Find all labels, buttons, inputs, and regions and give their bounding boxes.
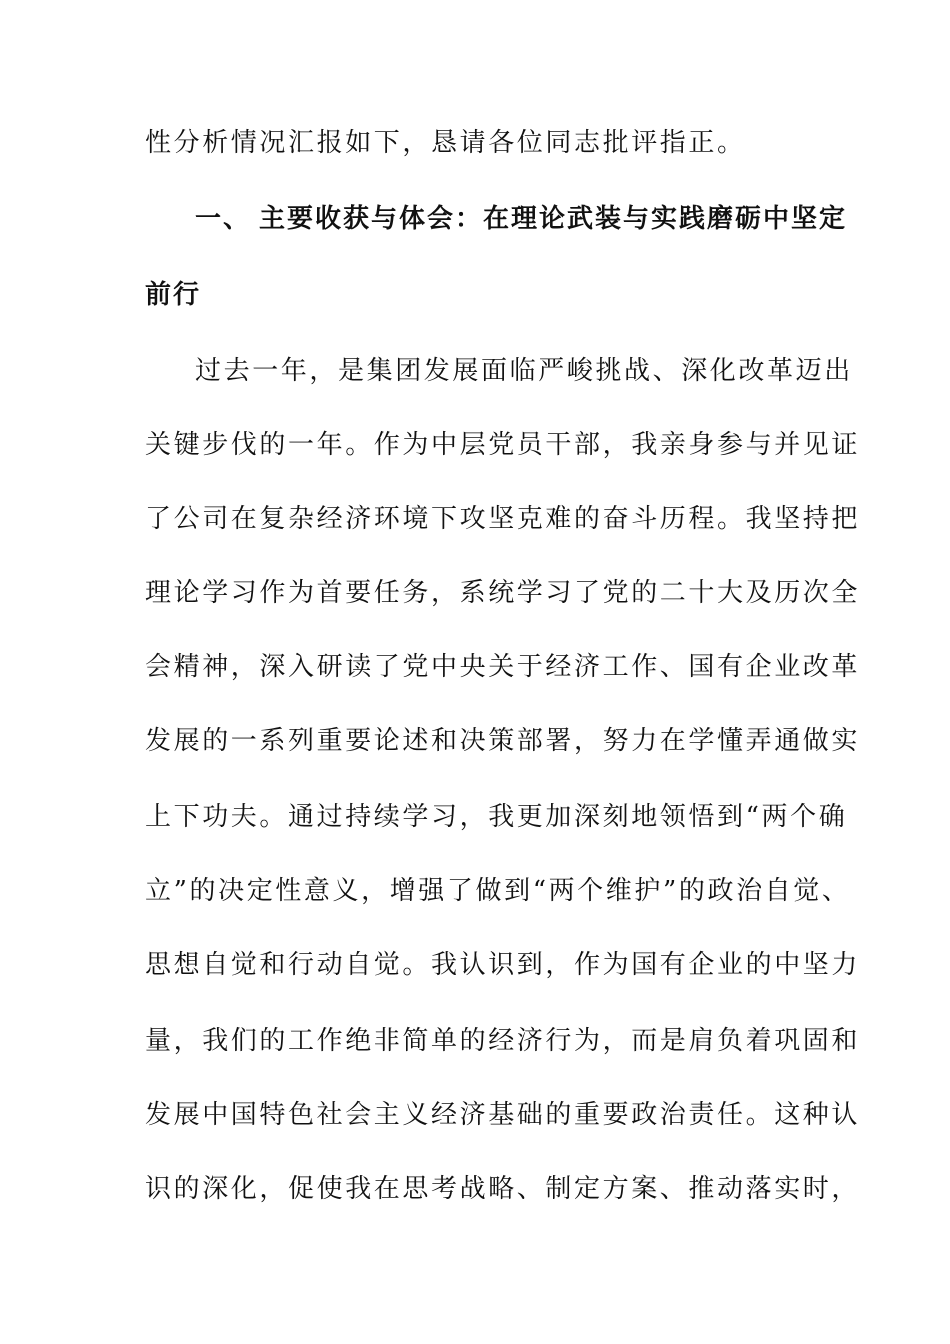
intro-tail-line: 性分析情况汇报如下，恳请各位同志批评指正。 xyxy=(145,128,746,158)
paragraph-line: 理论学习作为首要任务，系统学习了党的二十大及历次全 xyxy=(145,578,861,608)
paragraph-line: 思想自觉和行动自觉。我认识到，作为国有企业的中坚力 xyxy=(145,950,861,980)
paragraph-line: 量，我们的工作绝非简单的经济行为，而是肩负着巩固和 xyxy=(145,1026,861,1056)
section-heading-text: 主要收获与体会：在理论武装与实践磨砺中坚定 xyxy=(259,204,848,234)
paragraph-line: 关键步伐的一年。作为中层党员干部，我亲身参与并见证 xyxy=(145,430,861,460)
section-heading-line2: 前行 xyxy=(145,280,202,310)
paragraph-line: 会精神，深入研读了党中央关于经济工作、国有企业改革 xyxy=(145,652,861,682)
paragraph-line: 立”的决定性意义，增强了做到“两个维护”的政治自觉、 xyxy=(145,876,851,906)
section-heading-line1 xyxy=(195,202,847,236)
paragraph-line: 识的深化，促使我在思考战略、制定方案、推动落实时， xyxy=(145,1174,861,1204)
paragraph-line: 发展的一系列重要论述和决策部署，努力在学懂弄通做实 xyxy=(145,726,861,756)
paragraph-line: 过去一年，是集团发展面临严峻挑战、深化改革迈出 xyxy=(195,356,853,386)
paragraph-line: 上下功夫。通过持续学习，我更加深刻地领悟到“两个确 xyxy=(145,802,848,832)
paragraph-line: 发展中国特色社会主义经济基础的重要政治责任。这种认 xyxy=(145,1100,861,1130)
section-number: 一、 xyxy=(195,204,252,234)
paragraph-line: 了公司在复杂经济环境下攻坚克难的奋斗历程。我坚持把 xyxy=(145,504,861,534)
